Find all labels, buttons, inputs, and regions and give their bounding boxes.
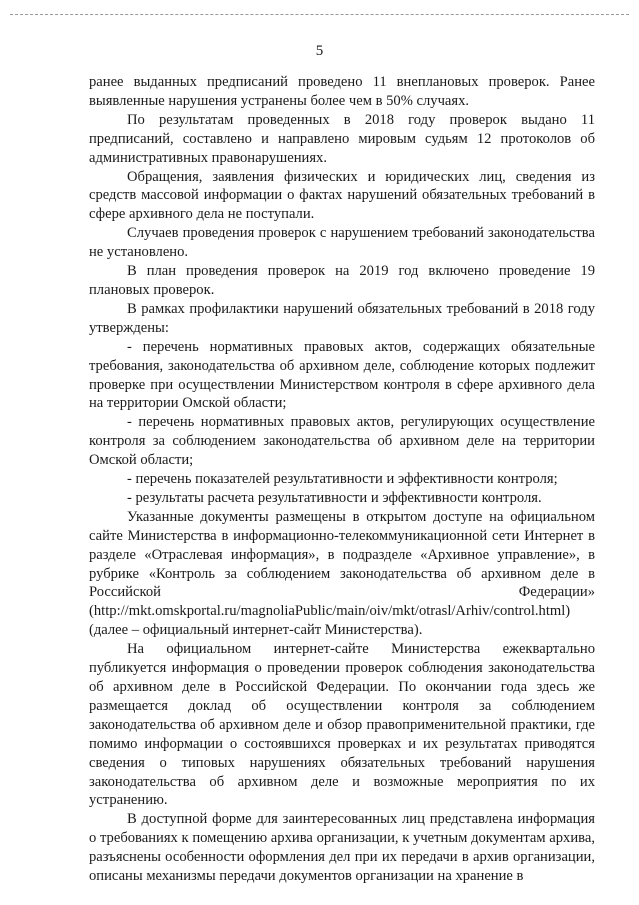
paragraph-appeals: Обращения, заявления физических и юридических лиц, сведения из средств массовой информации о фактах нарушений обязательных требований в сфере архивного дела не поступали. xyxy=(89,168,595,223)
paragraph-prevention-intro: В рамках профилактики нарушений обязательных требований в 2018 году утверждены: xyxy=(89,300,595,336)
paragraph-website-publication: Указанные документы размещены в открытом доступе на официальном сайте Министерства в информационно-телекоммуникационной сети Интернет в разделе «Отраслевая информация», в подразделе «Архивное управление», в рубрике «Контроль за соблюдением законодательства об архивном деле в Российской Федерации» (http://mkt.omskportal.ru/magnoliaPublic/main/oiv/mkt/otrasl/Arhiv/control.html) (далее – официальный интернет-сайт Министерства). xyxy=(89,508,595,639)
paragraph-continuation: ранее выданных предписаний проведено 11 внеплановых проверок. Ранее выявленные нарушения устранены более чем в 50% случаях. xyxy=(89,74,595,109)
list-item-legal-acts-control: - перечень нормативных правовых актов, регулирующих осуществление контроля за соблюдением законодательства об архивном деле на территории Омской области; xyxy=(89,414,595,469)
paragraph-inspection-results: По результатам проведенных в 2018 году проверок выдано 11 предписаний, составлено и направлено мировым судьям 12 протоколов об административных правонарушениях. xyxy=(89,111,595,166)
list-item-calculation-results: - результаты расчета результативности и эффективности контроля. xyxy=(127,489,542,506)
page-number: 5 xyxy=(315,43,324,59)
paragraph-quarterly-info: На официальном интернет-сайте Министерства ежеквартально публикуется информация о проведении проверок соблюдения законодательства об архивном деле в Российской Федерации. По окончании года здесь же размещается доклад об осуществлении контроля за соблюдением законодательства об архивном деле и обзор правоприменительной практики, где помимо информации о состоявшихся проверках и их результатах приводятся сведения о типовых нарушениях обязательных требований нарушения законодательства об архивном деле и возможные мероприятия по их устранению. xyxy=(89,641,595,809)
list-item-legal-acts-requirements: - перечень нормативных правовых актов, содержащих обязательные требования, законодательства об архивном деле, соблюдение которых подлежит проверке при осуществлении Министерством контроля в сфере архивного дела на территории Омской области; xyxy=(89,338,595,412)
paragraph-accessible-info: В доступной форме для заинтересованных лиц представлена информация о требованиях к помещению архива организации, к учетным документам архива, разъяснены особенности оформления дел при их передачи в архив организации, описаны механизмы передачи документов организации на хранение в xyxy=(89,811,595,885)
document-body xyxy=(89,73,595,886)
paragraph-plan-2019: В план проведения проверок на 2019 год включено проведение 19 плановых проверок. xyxy=(89,263,595,298)
page-top-border xyxy=(10,14,629,15)
paragraph-violations: Случаев проведения проверок с нарушением требований законодательства не установлено. xyxy=(89,225,595,261)
list-item-performance-indicators: - перечень показателей результативности и эффективности контроля; xyxy=(127,471,558,488)
